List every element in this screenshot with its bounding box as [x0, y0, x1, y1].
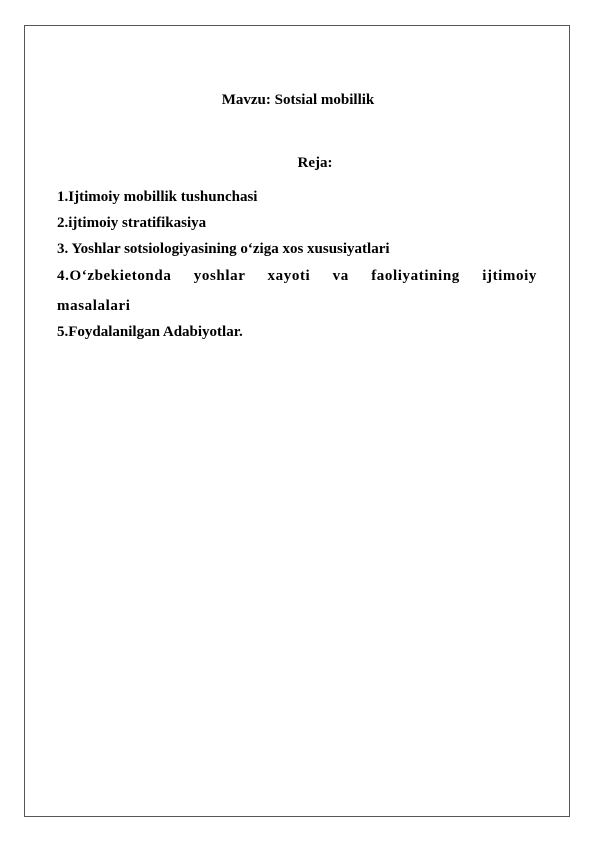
- plan-item-1: 1.Ijtimoiy mobillik tushunchasi: [57, 189, 258, 205]
- plan-item-5: 5.Foydalanilgan Adabiyotlar.: [57, 324, 243, 340]
- page-border: [24, 25, 570, 817]
- document-title: Mavzu: Sotsial mobillik: [221, 92, 375, 108]
- plan-item-3: 3. Yoshlar sotsiologiyasining o‘ziga xos xususiyatlari: [57, 241, 390, 257]
- plan-list: [57, 184, 537, 345]
- plan-item-4: 4.O‘zbekietonda yoshlar xayoti va faoliyatining ijtimoiy masalalari: [57, 268, 537, 314]
- plan-heading: Reja:: [297, 155, 333, 171]
- plan-item-2: 2.ijtimoiy stratifikasiya: [57, 215, 207, 231]
